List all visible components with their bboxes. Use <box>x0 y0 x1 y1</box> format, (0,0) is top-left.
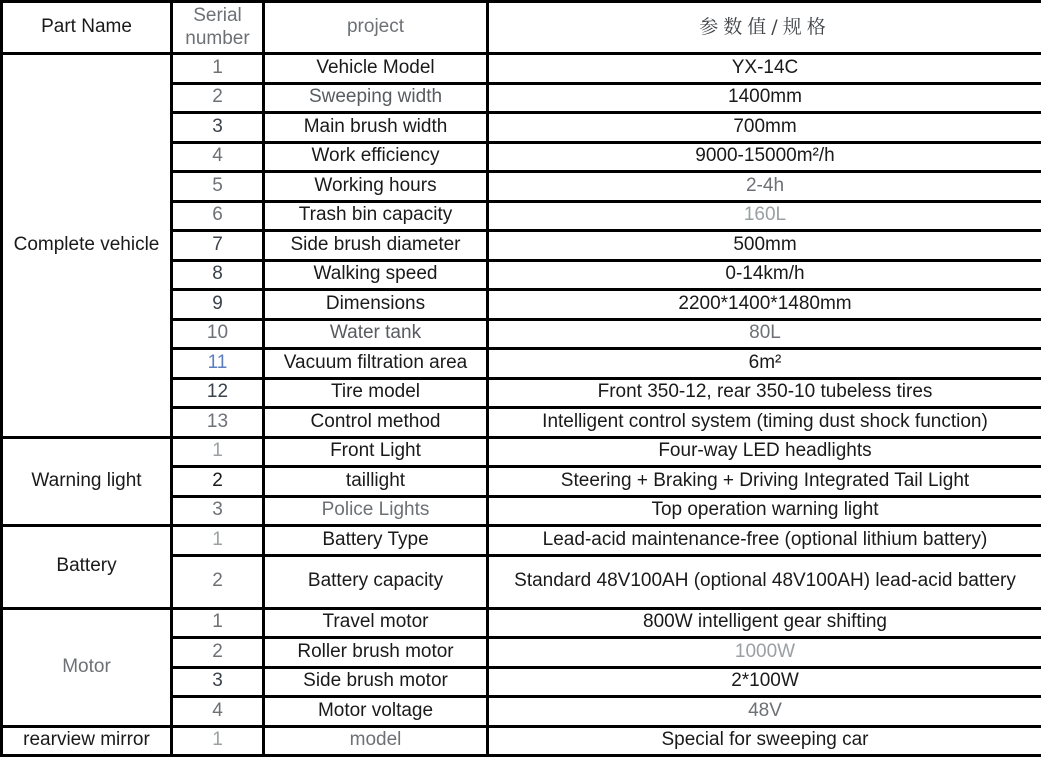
table-row <box>2 608 1041 638</box>
value-cell: 6m² <box>488 349 1041 379</box>
value-cell: 2-4h <box>488 172 1041 202</box>
col-header-part-name: Part Name <box>2 2 172 54</box>
project-cell: model <box>264 726 488 756</box>
value-cell: 500mm <box>488 231 1041 261</box>
serial-cell: 12 <box>172 378 264 408</box>
serial-cell: 6 <box>172 201 264 231</box>
value-cell: 2200*1400*1480mm <box>488 290 1041 320</box>
table-row <box>2 726 1041 756</box>
serial-cell: 3 <box>172 496 264 526</box>
col-header-serial-number: Serial number <box>172 2 264 54</box>
value-cell: Intelligent control system (timing dust shock function) <box>488 408 1041 438</box>
part-name-cell: rearview mirror <box>2 726 172 756</box>
table-row <box>2 526 1041 556</box>
serial-cell: 8 <box>172 260 264 290</box>
serial-cell: 10 <box>172 319 264 349</box>
value-cell: 2*100W <box>488 667 1041 697</box>
value-cell: 700mm <box>488 113 1041 143</box>
value-cell: 1000W <box>488 638 1041 668</box>
project-cell: Work efficiency <box>264 142 488 172</box>
project-cell: Battery capacity <box>264 555 488 608</box>
project-cell: Side brush motor <box>264 667 488 697</box>
value-cell: 48V <box>488 697 1041 727</box>
value-cell: Lead-acid maintenance-free (optional lithium battery) <box>488 526 1041 556</box>
project-cell: Side brush diameter <box>264 231 488 261</box>
project-cell: Travel motor <box>264 608 488 638</box>
serial-cell: 9 <box>172 290 264 320</box>
col-header-project: project <box>264 2 488 54</box>
value-cell: Standard 48V100AH (optional 48V100AH) lead-acid battery <box>488 555 1041 608</box>
serial-cell: 2 <box>172 638 264 668</box>
project-cell: Control method <box>264 408 488 438</box>
table-row <box>2 54 1041 84</box>
serial-cell: 3 <box>172 667 264 697</box>
table-row <box>2 437 1041 467</box>
serial-cell: 1 <box>172 54 264 84</box>
project-cell: Police Lights <box>264 496 488 526</box>
value-cell: Steering + Braking + Driving Integrated Tail Light <box>488 467 1041 497</box>
serial-cell: 11 <box>172 349 264 379</box>
project-cell: Battery Type <box>264 526 488 556</box>
part-name-cell: Complete vehicle <box>2 54 172 438</box>
project-cell: Roller brush motor <box>264 638 488 668</box>
header-row <box>2 2 1041 54</box>
value-cell: Front 350-12, rear 350-10 tubeless tires <box>488 378 1041 408</box>
project-cell: Dimensions <box>264 290 488 320</box>
value-cell: 800W intelligent gear shifting <box>488 608 1041 638</box>
project-cell: Walking speed <box>264 260 488 290</box>
value-cell: Top operation warning light <box>488 496 1041 526</box>
project-cell: Working hours <box>264 172 488 202</box>
project-cell: Motor voltage <box>264 697 488 727</box>
value-cell: Four-way LED headlights <box>488 437 1041 467</box>
serial-cell: 2 <box>172 467 264 497</box>
serial-cell: 2 <box>172 83 264 113</box>
value-cell: 9000-15000m²/h <box>488 142 1041 172</box>
serial-cell: 7 <box>172 231 264 261</box>
serial-cell: 1 <box>172 726 264 756</box>
serial-cell: 4 <box>172 142 264 172</box>
project-cell: Water tank <box>264 319 488 349</box>
project-cell: Front Light <box>264 437 488 467</box>
serial-cell: 1 <box>172 608 264 638</box>
col-header-parameter-spec: 参数值/规格 <box>488 2 1041 54</box>
serial-cell: 1 <box>172 526 264 556</box>
value-cell: 80L <box>488 319 1041 349</box>
project-cell: Trash bin capacity <box>264 201 488 231</box>
serial-cell: 2 <box>172 555 264 608</box>
serial-cell: 3 <box>172 113 264 143</box>
value-cell: 160L <box>488 201 1041 231</box>
value-cell: Special for sweeping car <box>488 726 1041 756</box>
value-cell: YX-14C <box>488 54 1041 84</box>
project-cell: Vacuum filtration area <box>264 349 488 379</box>
serial-cell: 13 <box>172 408 264 438</box>
project-cell: Main brush width <box>264 113 488 143</box>
project-cell: taillight <box>264 467 488 497</box>
value-cell: 1400mm <box>488 83 1041 113</box>
project-cell: Vehicle Model <box>264 54 488 84</box>
project-cell: Sweeping width <box>264 83 488 113</box>
part-name-cell: Warning light <box>2 437 172 526</box>
serial-cell: 5 <box>172 172 264 202</box>
spec-table-body <box>2 54 1041 756</box>
value-cell: 0-14km/h <box>488 260 1041 290</box>
part-name-cell: Motor <box>2 608 172 726</box>
serial-cell: 4 <box>172 697 264 727</box>
project-cell: Tire model <box>264 378 488 408</box>
serial-cell: 1 <box>172 437 264 467</box>
part-name-cell: Battery <box>2 526 172 609</box>
